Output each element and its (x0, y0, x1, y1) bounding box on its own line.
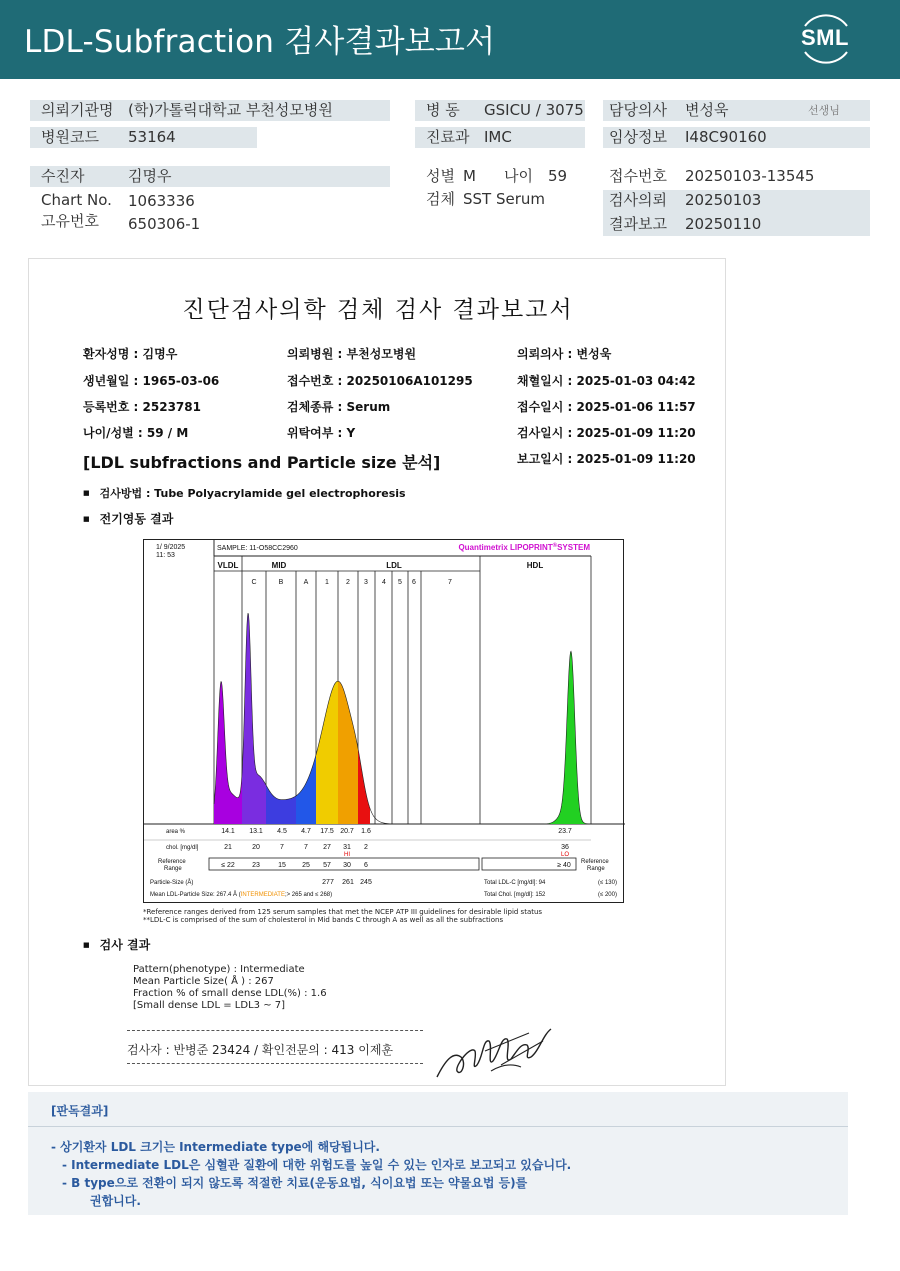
receipt-label: 접수번호 (609, 167, 667, 185)
area-pct-value: 20.7 (340, 828, 354, 835)
judgement-line-1: - 상기환자 LDL 크기는 Intermediate type에 해당됩니다. (51, 1140, 380, 1154)
report-title: 진단검사의학 검체 검사 결과보고서 (182, 297, 574, 323)
band-label-3: 3 (364, 579, 368, 586)
band-label-c: C (251, 579, 257, 586)
mean-size-line: Mean LDL-Particle Size: 267.4 Å (INTERMEDIATE;> 265 and ≤ 268) (150, 892, 333, 898)
row-label-area: area % (166, 829, 186, 835)
ref-range-value: 15 (278, 862, 286, 869)
judgement-line-4: 권합니다. (90, 1194, 141, 1208)
ref-range-value: 25 (302, 862, 310, 869)
band-label-a: A (303, 579, 309, 586)
meta-specimen-type: 검체종류 : Serum (287, 400, 391, 414)
unique-no-label: 고유번호 (41, 212, 99, 230)
meta-reg-no: 등록번호 : 2523781 (83, 400, 201, 414)
peak-hdl (544, 651, 591, 824)
meta-doctor: 의뢰의사 : 변성욱 (517, 347, 612, 361)
hospital-code-value: 53164 (128, 128, 176, 146)
area-pct-value: 13.1 (249, 828, 263, 835)
logo-text: SML (801, 25, 849, 50)
chart-date: 1/ 9/2025 (156, 544, 186, 551)
ref-label-2: Range (164, 866, 182, 872)
particle-size-value: 245 (360, 879, 372, 886)
meta-birth: 생년월일 : 1965-03-06 (83, 374, 220, 388)
divider (127, 1030, 423, 1031)
result-title: ■ 검사 결과 (83, 936, 150, 953)
ward-value: GSICU / 3075 (484, 101, 584, 119)
area-pct-value: 4.5 (277, 828, 287, 835)
age-label: 나이 (504, 167, 533, 185)
ref-label-right-2: Range (587, 866, 605, 872)
chart-svg (144, 540, 625, 904)
meta-patient-name: 환자성명 : 김명우 (83, 347, 178, 361)
area-pct-value: 17.5 (320, 828, 334, 835)
ref-range-hdl: ≥ 40 (557, 862, 571, 869)
flag-lo: LO (560, 852, 570, 858)
band-label-5: 5 (398, 579, 402, 586)
dept-label: 진료과 (426, 128, 470, 146)
doctor-label: 담당의사 (609, 101, 667, 119)
specimen-label: 검체 (426, 190, 455, 208)
signature (431, 1021, 561, 1083)
electro-title: ■ 전기영동 결과 (83, 510, 173, 527)
electrophoresis-chart (143, 539, 624, 903)
request-value: 20250103 (685, 191, 762, 209)
chart-sample: SAMPLE: 11-O58CC2960 (217, 545, 298, 552)
section-title: [LDL subfractions and Particle size 분석] (83, 453, 441, 472)
chol-value: 7 (280, 844, 284, 851)
chart-no-value: 1063336 (128, 192, 195, 210)
chol-value: 27 (323, 844, 331, 851)
ref-label-right-1: Reference (581, 859, 609, 865)
result-fraction: Fraction % of small dense LDL(%) : 1.6 (133, 988, 327, 999)
meta-receipt-no: 접수번호 : 20250106A101295 (287, 374, 473, 388)
chol-value: 21 (224, 844, 232, 851)
result-mean-size: Mean Particle Size( Å ) : 267 (133, 976, 274, 987)
total-ldl: Total LDL-C [mg/dl]: 94 (484, 880, 546, 886)
dept-value: IMC (484, 128, 512, 146)
electropherogram-trace (214, 613, 591, 824)
doctor-suffix: 선생님 (808, 104, 840, 117)
method-line: ■ 검사방법 : Tube Polyacrylamide gel electrophoresis (83, 485, 406, 501)
particle-size-value: 261 (342, 879, 354, 886)
footnote-2: **LDL-C is comprised of the sum of cholesterol in Mid bands C through A as well as all the subfractions (143, 916, 504, 924)
divider (28, 1126, 848, 1127)
chart-time: 11: 53 (156, 552, 175, 559)
age-value: 59 (548, 167, 568, 185)
area-pct-hdl: 23.7 (558, 828, 572, 835)
judgement-title: [판독결과] (51, 1104, 109, 1118)
ref-range-value: 23 (252, 862, 260, 869)
peak-mid-b (266, 785, 296, 824)
receipt-value: 20250103-13545 (685, 167, 815, 185)
doctor-value: 변성욱 (685, 101, 729, 119)
ref-range-value: ≤ 22 (221, 862, 235, 869)
total-chol: Total Chol. [mg/dl]: 152 (484, 892, 546, 898)
sml-logo (795, 10, 857, 68)
ref-range-value: 30 (343, 862, 351, 869)
ref-label-1: Reference (158, 859, 186, 865)
institution-value: (학)가톨릭대학교 부천성모병원 (128, 101, 333, 119)
sex-value: M (463, 167, 476, 185)
band-label-4: 4 (382, 579, 386, 586)
inspector-line: 검사자 : 반병준 23424 / 확인전문의 : 413 이제훈 (127, 1043, 394, 1057)
meta-test-time: 검사일시 : 2025-01-09 11:20 (517, 426, 696, 440)
unique-no-value: 650306-1 (128, 215, 201, 233)
total-ldl-ref: (≤ 130) (598, 880, 617, 886)
report-header (0, 0, 900, 79)
ref-range-value: 6 (364, 862, 368, 869)
clinical-value: I48C90160 (685, 128, 767, 146)
band-label-b: B (278, 579, 284, 586)
chart-system: Quantimetrix LIPOPRINT®SYSTEM (458, 543, 590, 552)
meta-age-sex: 나이/성별 : 59 / M (83, 426, 189, 440)
divider (127, 1063, 423, 1064)
peak-ldl1 (316, 681, 338, 824)
hospital-code-label: 병원코드 (41, 128, 99, 146)
chart-no-label: Chart No. (41, 191, 112, 209)
particle-size-label: Particle-Size (Å) (150, 880, 194, 886)
request-label: 검사의뢰 (609, 191, 667, 209)
result-pattern: Pattern(phenotype) : Intermediate (133, 964, 305, 975)
meta-report-time: 보고일시 : 2025-01-09 11:20 (517, 452, 696, 466)
peak-ldl2 (338, 681, 358, 824)
area-pct-value: 14.1 (221, 828, 235, 835)
group-header-hdl: HDL (526, 561, 544, 570)
institution-label: 의뢰기관명 (41, 101, 114, 119)
patient-value: 김명우 (128, 167, 172, 185)
report-date-value: 20250110 (685, 215, 762, 233)
particle-size-value: 277 (322, 879, 334, 886)
chol-value: 20 (252, 844, 260, 851)
meta-consign: 위탁여부 : Y (287, 426, 356, 440)
sex-label: 성별 (426, 167, 455, 185)
row-label-chol: chol. [mg/dl] (166, 845, 199, 851)
meta-hospital: 의뢰병원 : 부천성모병원 (287, 347, 417, 361)
judgement-line-3: - B type으로 전환이 되지 않도록 적절한 치료(운동요법, 식이요법 또는 약물요법 등)를 (62, 1176, 528, 1190)
footnote-1: *Reference ranges derived from 125 serum samples that met the NCEP ATP III guidelines for desirable lipid status (143, 908, 543, 916)
chol-value: 31 (343, 844, 351, 851)
clinical-label: 임상정보 (609, 128, 667, 146)
area-pct-value: 4.7 (301, 828, 311, 835)
peak-mid-c (242, 613, 266, 824)
meta-receipt-time: 접수일시 : 2025-01-06 11:57 (517, 400, 696, 414)
patient-label: 수진자 (41, 167, 85, 185)
chol-hdl: 36 (561, 844, 569, 851)
specimen-value: SST Serum (463, 190, 546, 208)
judgement-panel (28, 1092, 848, 1215)
band-label-7: 7 (448, 579, 452, 586)
ref-range-value: 57 (323, 862, 331, 869)
total-chol-ref: (≤ 200) (598, 892, 617, 898)
peak-vldl (214, 682, 242, 824)
group-header-vldl: VLDL (217, 561, 239, 570)
flag-hi: HI (344, 852, 350, 858)
report-sheet (28, 258, 726, 1086)
result-definition: [Small dense LDL = LDL3 ~ 7] (133, 1000, 286, 1011)
judgement-line-2: - Intermediate LDL은 심혈관 질환에 대한 위험도를 높일 수 있는 인자로 보고되고 있습니다. (62, 1158, 572, 1172)
band-label-1: 1 (325, 579, 329, 586)
chol-value: 2 (364, 844, 368, 851)
area-pct-value: 1.6 (361, 828, 371, 835)
band-label-2: 2 (346, 579, 350, 586)
report-date-label: 결과보고 (609, 215, 667, 233)
band-label-6: 6 (412, 579, 416, 586)
meta-collection-time: 채혈일시 : 2025-01-03 04:42 (517, 374, 696, 388)
group-header-mid: MID (271, 561, 287, 570)
group-header-ldl: LDL (386, 561, 402, 570)
page-title: LDL-Subfraction 검사결과보고서 (24, 24, 496, 60)
chol-value: 7 (304, 844, 308, 851)
ward-label: 병 동 (426, 101, 460, 119)
